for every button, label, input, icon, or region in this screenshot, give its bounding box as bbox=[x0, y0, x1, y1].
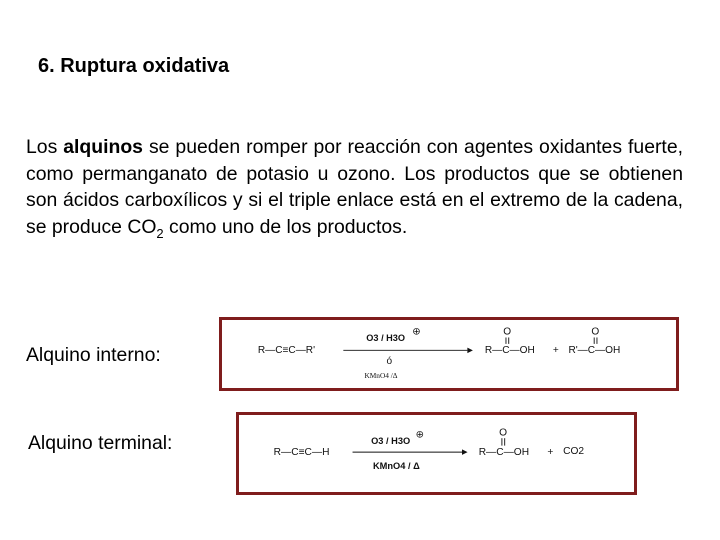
paragraph-part-3: como uno de los productos. bbox=[163, 215, 408, 238]
paragraph-bold-term: alquinos bbox=[63, 136, 143, 158]
paragraph-part-2: se pueden romper por reacción con agentes oxidantes fuerte, como permanganato de potasio u ozono. Los productos que se obtienen son ácidos carboxílicos y si el triple enlace está en el extremo de la cadena, se produce CO bbox=[26, 136, 683, 238]
terminal-product1-oxygen: O bbox=[499, 427, 508, 439]
internal-reactant: R—C≡C—R' bbox=[257, 345, 316, 357]
terminal-reaction-scheme bbox=[236, 412, 637, 495]
internal-reagent-top: O3 / H3O bbox=[366, 333, 406, 344]
paragraph-subscript: 2 bbox=[156, 225, 164, 241]
terminal-reaction-svg bbox=[239, 415, 634, 492]
internal-arrow-head bbox=[467, 348, 473, 354]
internal-alkyne-label: Alquino interno: bbox=[26, 344, 161, 366]
internal-product1: R—C—OH bbox=[484, 345, 535, 357]
terminal-reactant: R—C≡C—H bbox=[273, 446, 330, 458]
internal-reaction-scheme bbox=[219, 317, 679, 391]
internal-reaction-svg bbox=[222, 320, 676, 388]
internal-reagent-bottom: KMnO4 /Δ bbox=[364, 370, 398, 380]
internal-plus-charge: ⊕ bbox=[412, 326, 421, 338]
terminal-reagent-bottom: KMnO4 / Δ bbox=[372, 460, 420, 471]
terminal-plus-sign: + bbox=[547, 446, 554, 458]
internal-product1-oxygen: O bbox=[503, 326, 512, 338]
paragraph-part-1: Los bbox=[26, 136, 64, 158]
internal-product2: R'—C—OH bbox=[568, 345, 621, 357]
terminal-product2: CO2 bbox=[563, 445, 585, 457]
internal-plus-sign: + bbox=[552, 345, 559, 357]
internal-product2-oxygen: O bbox=[591, 326, 600, 338]
terminal-reagent-top: O3 / H3O bbox=[371, 435, 411, 446]
terminal-product1: R—C—OH bbox=[478, 446, 530, 458]
terminal-arrow-head bbox=[462, 449, 468, 455]
internal-or-text: ó bbox=[386, 356, 393, 368]
section-title: 6. Ruptura oxidativa bbox=[38, 55, 230, 77]
terminal-alkyne-label: Alquino terminal: bbox=[28, 432, 173, 454]
terminal-plus-charge: ⊕ bbox=[415, 429, 425, 441]
body-paragraph bbox=[26, 134, 683, 240]
